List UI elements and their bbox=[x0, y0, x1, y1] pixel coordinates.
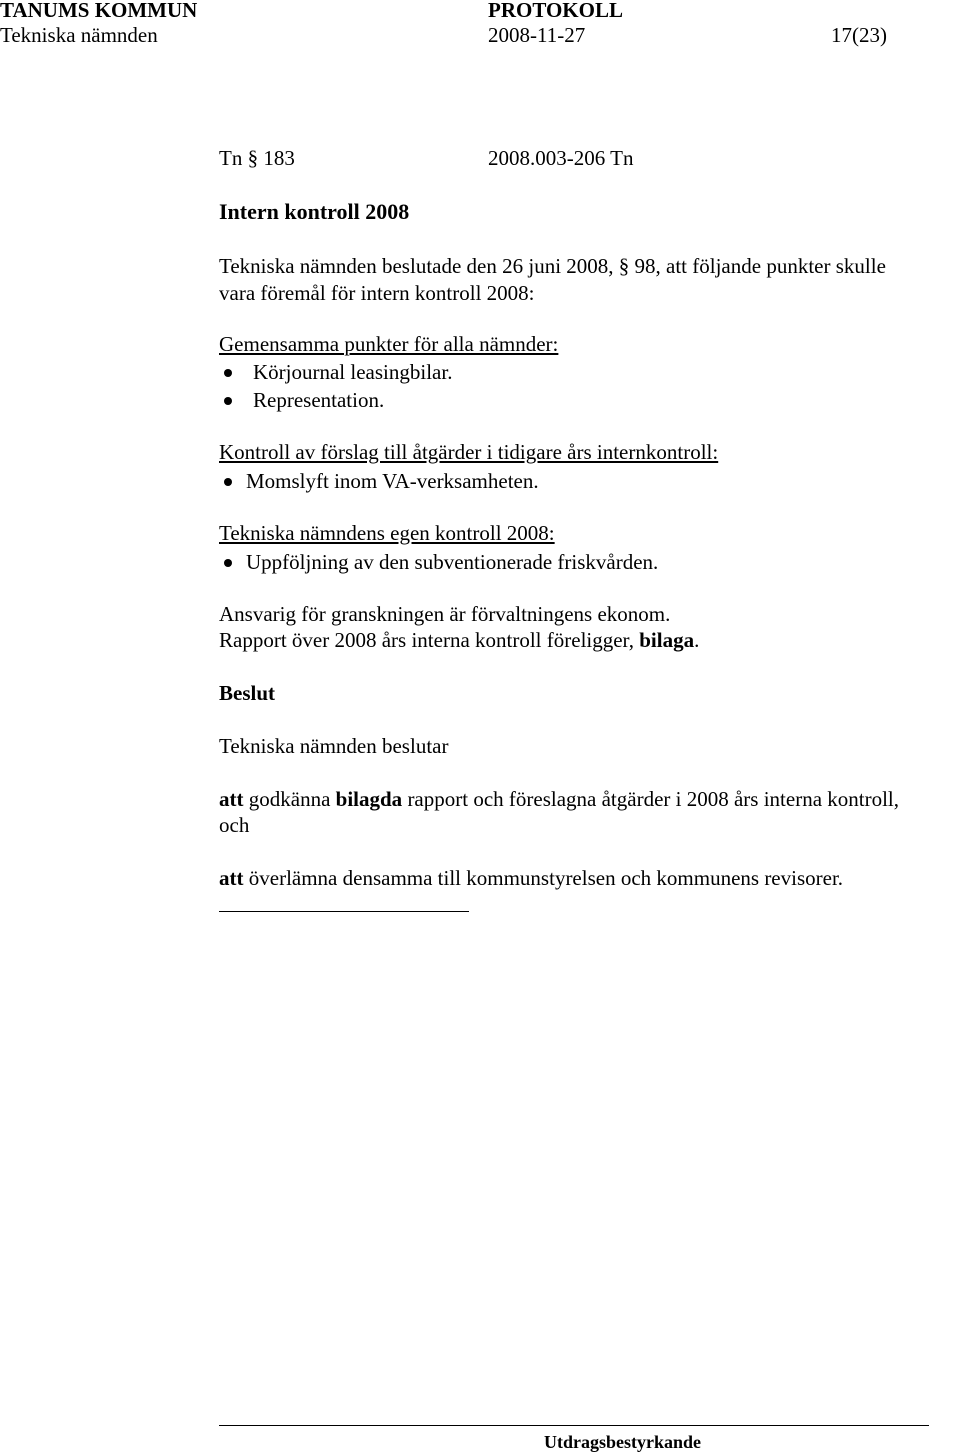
diary-number: 2008.003-206 Tn bbox=[488, 146, 634, 170]
attached-keyword: bilagda bbox=[335, 787, 403, 811]
bullet-icon bbox=[224, 559, 232, 567]
page-number: 17(23) bbox=[831, 23, 887, 47]
end-divider bbox=[219, 911, 469, 912]
clause-text: rapport och föreslagna åtgärder i 2008 års interna kontroll, bbox=[407, 787, 900, 811]
committee-name: Tekniska nämnden bbox=[0, 23, 158, 47]
bullet-icon bbox=[224, 478, 232, 486]
paragraph-number: Tn § 183 bbox=[219, 146, 295, 170]
list-item: Uppföljning av den subventionerade friskvården. bbox=[246, 550, 659, 574]
municipality-name: TANUMS KOMMUN bbox=[0, 0, 198, 22]
certification-label: Utdragsbestyrkande bbox=[544, 1432, 702, 1452]
section-heading-followup: Kontroll av förslag till åtgärder i tidigare års internkontroll: bbox=[219, 440, 719, 464]
section-heading-common: Gemensamma punkter för alla nämnder: bbox=[219, 332, 559, 356]
document-type: PROTOKOLL bbox=[488, 0, 623, 22]
meeting-date: 2008-11-27 bbox=[488, 23, 586, 47]
list-item: Körjournal leasingbilar. bbox=[253, 360, 453, 384]
report-text: Rapport över 2008 års interna kontroll föreligger, bbox=[219, 628, 634, 652]
decision-heading: Beslut bbox=[219, 681, 276, 705]
intro-line-1: Tekniska nämnden beslutade den 26 juni 2008, § 98, att följande punkter skulle bbox=[219, 254, 886, 278]
list-item: Momslyft inom VA-verksamheten. bbox=[246, 469, 539, 493]
clause-text: godkänna bbox=[248, 787, 331, 811]
footer-divider bbox=[219, 1425, 929, 1426]
att-keyword: att bbox=[219, 866, 244, 890]
report-line bbox=[219, 630, 699, 651]
decision-clause-2 bbox=[219, 868, 843, 889]
list-item: Representation. bbox=[253, 388, 385, 412]
decision-clause-1 bbox=[219, 789, 899, 810]
report-period: . bbox=[694, 628, 700, 652]
section-heading-own-control: Tekniska nämndens egen kontroll 2008: bbox=[219, 521, 555, 545]
att-keyword: att bbox=[219, 787, 244, 811]
clause-text: överlämna densamma till kommunstyrelsen och kommunens revisorer. bbox=[248, 866, 844, 890]
attachment-reference: bilaga bbox=[639, 628, 695, 652]
bullet-icon bbox=[224, 369, 232, 377]
decision-clause-1-cont: och bbox=[219, 813, 250, 837]
decision-lead: Tekniska nämnden beslutar bbox=[219, 734, 449, 758]
bullet-icon bbox=[224, 397, 232, 405]
page-title: Intern kontroll 2008 bbox=[219, 199, 410, 224]
intro-line-2: vara föremål för intern kontroll 2008: bbox=[219, 281, 535, 305]
responsibility-line: Ansvarig för granskningen är förvaltningens ekonom. bbox=[219, 602, 671, 626]
